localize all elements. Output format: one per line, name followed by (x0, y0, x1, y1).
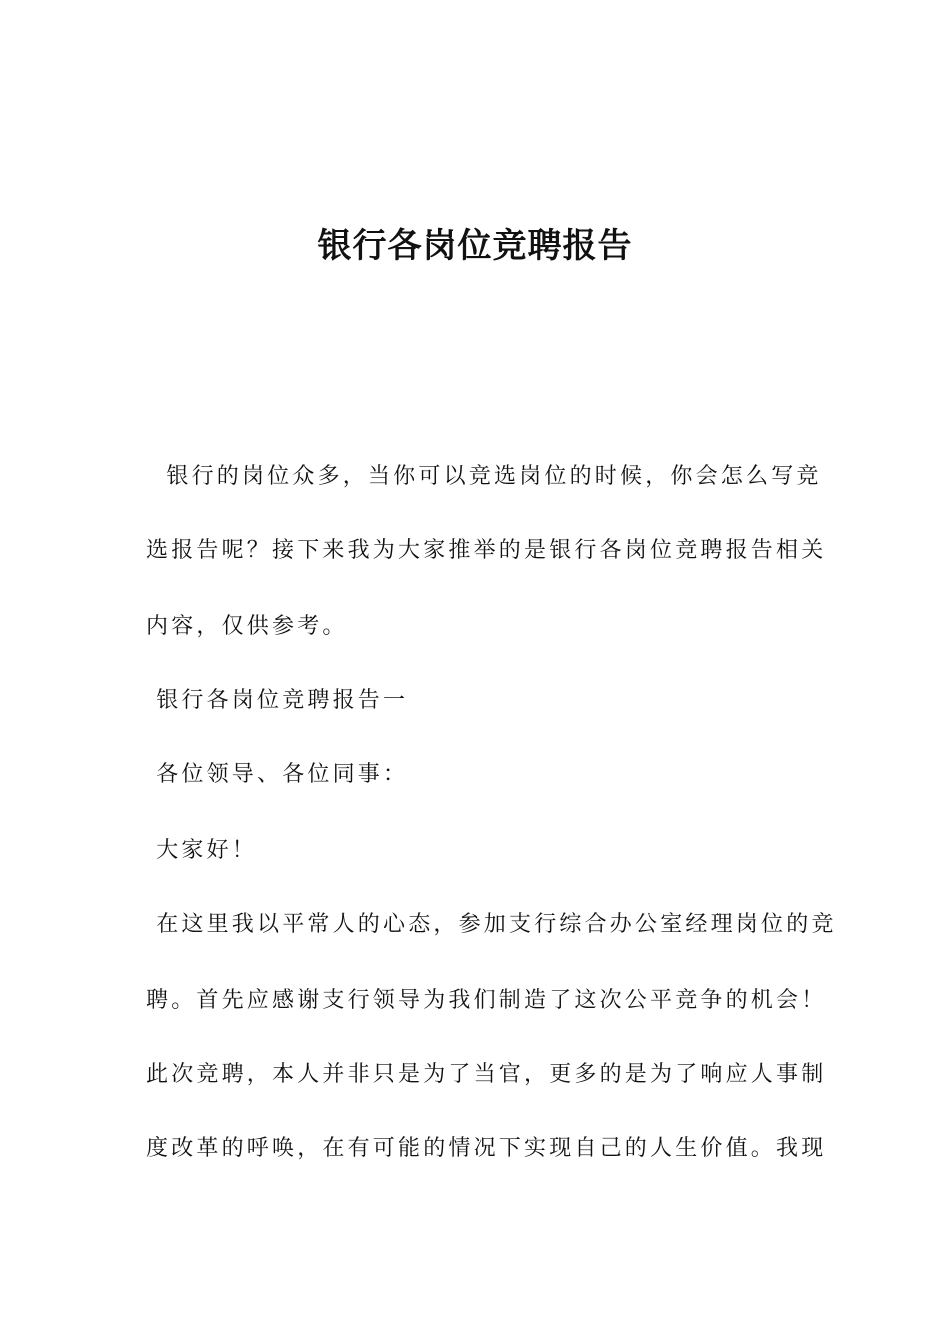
body-line-3: 内容，仅供参考。 (146, 614, 348, 639)
body-line-2: 选报告呢？接下来我为大家推举的是银行各岗位竞聘报告相关 (146, 538, 827, 563)
body-line-4: 在这里我以平常人的心态，参加支行综合办公室经理岗位的竞 (146, 912, 837, 937)
section-heading: 银行各岗位竞聘报告一 (146, 688, 409, 713)
body-line-5: 聘。首先应感谢支行领导为我们制造了这次公平竞争的机会！ (146, 988, 827, 1013)
salutation: 各位领导、各位同事： (146, 762, 409, 787)
document-title: 银行各岗位竞聘报告 (317, 226, 633, 266)
body-line-6: 此次竞聘，本人并非只是为了当官，更多的是为了响应人事制 (146, 1062, 827, 1087)
greeting: 大家好！ (146, 838, 257, 863)
body-line-7: 度改革的呼唤，在有可能的情况下实现自己的人生价值。我现 (146, 1136, 827, 1161)
body-line-1: 银行的岗位众多，当你可以竞选岗位的时候，你会怎么写竞 (146, 464, 822, 489)
